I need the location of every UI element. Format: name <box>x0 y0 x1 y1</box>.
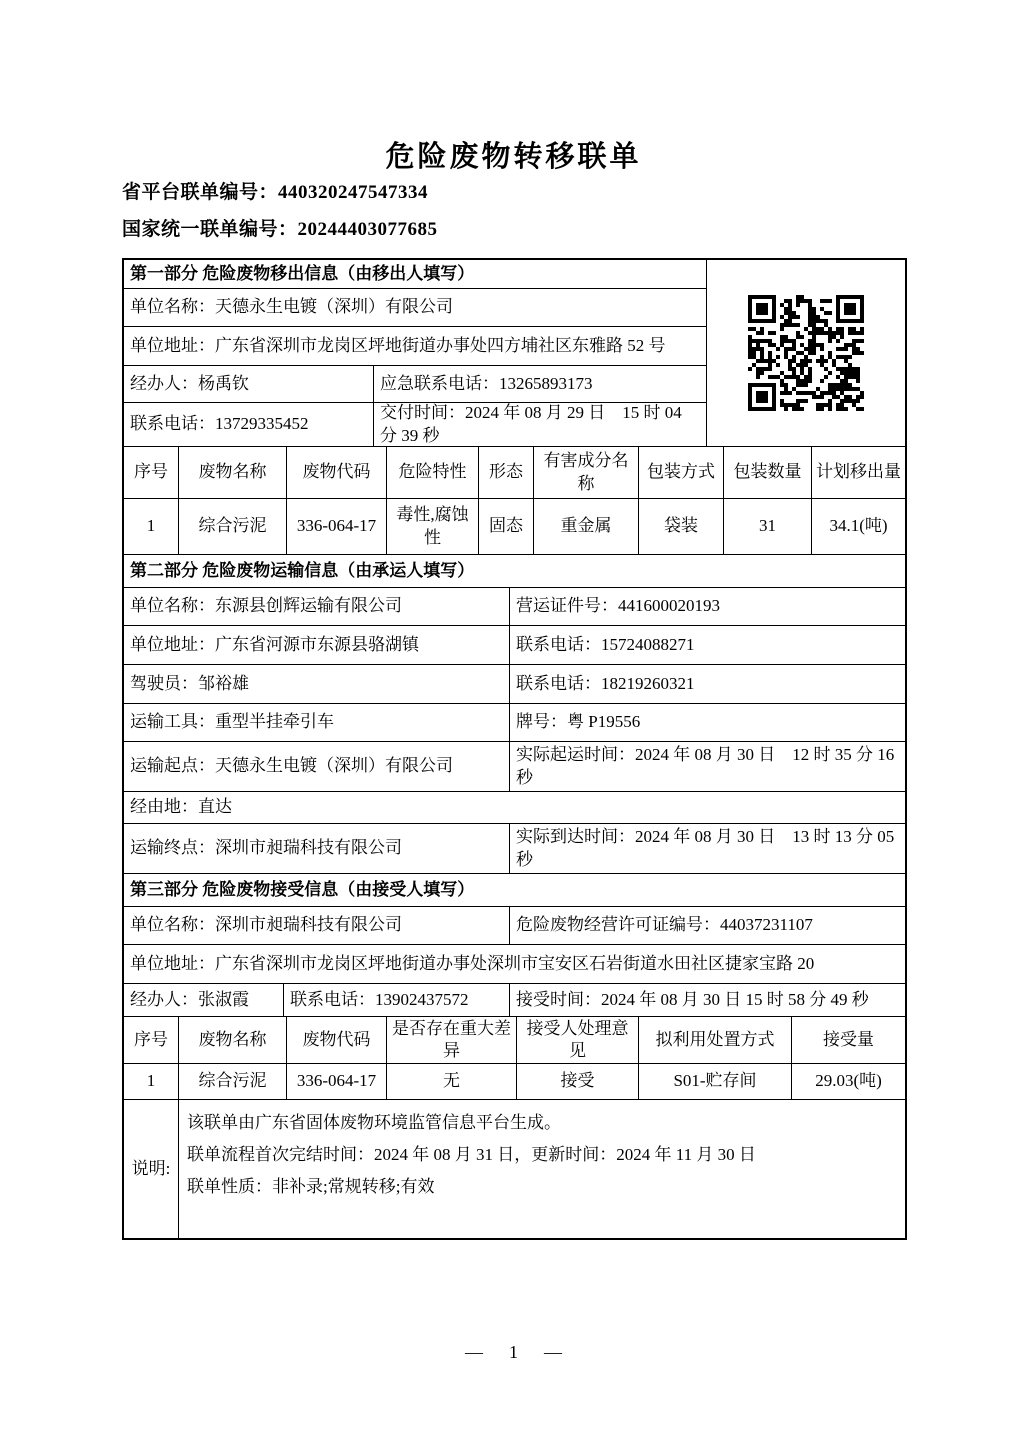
receive-header-code: 废物代码 <box>287 1017 387 1063</box>
section1-phone-row <box>124 403 707 447</box>
waste-header-form: 形态 <box>479 447 534 498</box>
waste-cell-component: 重金属 <box>534 499 639 554</box>
waste-cell-plan-qty: 34.1(吨) <box>829 516 888 536</box>
national-serial-value: 20244403077685 <box>297 219 438 240</box>
waste-cell-pack-count: 31 <box>724 499 812 554</box>
page-footer <box>122 1342 905 1363</box>
receive-cell-qty: 29.03(吨) <box>815 1071 882 1091</box>
field-receive-time: 接受时间：2024 年 08 月 30 日 15 时 58 分 49 秒 <box>516 989 869 1009</box>
receive-header-opinion: 接受人处理意见 <box>517 1017 639 1063</box>
field-via-place: 经由地：直达 <box>130 797 232 817</box>
notes-content <box>179 1100 905 1238</box>
waste-cell-hazard: 毒性,腐蚀性 <box>387 499 479 554</box>
waste-cell-code: 336-064-17 <box>287 499 387 554</box>
receive-table-data-row <box>124 1064 905 1100</box>
field-vehicle-type: 运输工具：重型半挂牵引车 <box>124 704 510 741</box>
section2-driver-row <box>124 665 905 704</box>
section2-company-row <box>124 588 905 626</box>
field-plate-no: 牌号：粤 P19556 <box>516 712 641 732</box>
waste-cell-seq: 1 <box>124 499 179 554</box>
notes-line-nature: 联单性质：非补录;常规转移;有效 <box>187 1177 435 1196</box>
field-receiver-company-address: 单位地址：广东省深圳市龙岗区坪地街道办事处深圳市宝安区石岩街道水田社区捷家宝路 20 <box>130 953 815 973</box>
waste-header-hazard: 危险特性 <box>387 447 479 498</box>
field-sender-emergency-phone: 应急联系电话：13265893173 <box>374 366 707 402</box>
page-title: 危险废物转移联单 <box>385 141 642 173</box>
field-sender-company-address: 单位地址：广东省深圳市龙岗区坪地街道办事处四方埔社区东雅路 52 号 <box>124 327 707 365</box>
waste-table-header-row <box>124 447 905 499</box>
waste-header-name: 废物名称 <box>179 447 287 498</box>
footer-right-dash: — <box>544 1342 562 1362</box>
field-depart-time: 实际起运时间：2024 年 08 月 30 日 12 时 35 分 16 秒 <box>516 745 895 787</box>
transfer-form-table <box>122 258 907 1240</box>
field-transport-destination: 运输终点：深圳市昶瑞科技有限公司 <box>124 824 510 873</box>
section1-header-row <box>124 260 707 289</box>
section2-header-row <box>124 555 905 588</box>
section2-address-row <box>124 626 905 665</box>
receive-header-qty: 接受量 <box>823 1029 874 1049</box>
footer-left-dash: — <box>465 1342 483 1362</box>
waste-header-code: 废物代码 <box>287 447 387 498</box>
field-transport-origin: 运输起点：天德永生电镀（深圳）有限公司 <box>124 742 510 791</box>
section1-company-address-row <box>124 327 707 366</box>
field-sender-company-name: 单位名称：天德永生电镀（深圳）有限公司 <box>124 289 707 326</box>
waste-cell-form: 固态 <box>479 499 534 554</box>
province-serial-line <box>122 177 428 204</box>
receive-cell-code: 336-064-17 <box>287 1064 387 1099</box>
receive-header-difference: 是否存在重大差异 <box>387 1017 517 1063</box>
section3-address-row <box>124 945 905 984</box>
section2-via-row <box>124 792 905 824</box>
national-serial-line <box>122 214 438 241</box>
notes-line-completion: 联单流程首次完结时间：2024 年 08 月 31 日，更新时间：2024 年 11 月 30 日 <box>187 1145 756 1164</box>
notes-label: 说明: <box>124 1100 179 1238</box>
notes-line-platform: 该联单由广东省固体废物环境监管信息平台生成。 <box>187 1113 561 1132</box>
receive-cell-disposal: S01-贮存间 <box>639 1064 792 1099</box>
section3-title: 第三部分 危险废物接受信息（由接受人填写） <box>130 879 475 899</box>
province-serial-label: 省平台联单编号： <box>122 182 279 203</box>
waste-table-data-row <box>124 499 905 555</box>
qr-code-cell <box>707 260 905 447</box>
field-receiver-permit-no: 危险废物经营许可证编号：44037231107 <box>516 915 813 935</box>
receive-cell-name: 综合污泥 <box>179 1064 287 1099</box>
field-carrier-company-address: 单位地址：广东省河源市东源县骆湖镇 <box>124 626 510 664</box>
field-sender-contact-phone: 联系电话：13729335452 <box>124 403 374 446</box>
waste-cell-name: 综合污泥 <box>179 499 287 554</box>
field-receiver-company-name: 单位名称：深圳市昶瑞科技有限公司 <box>124 907 510 944</box>
waste-header-plan-qty: 计划移出量 <box>816 462 901 482</box>
receive-cell-difference: 无 <box>387 1064 517 1099</box>
waste-cell-packaging: 袋装 <box>639 499 724 554</box>
field-receiver-agent: 经办人：张淑霞 <box>124 984 284 1016</box>
waste-header-pack-count: 包装数量 <box>724 447 812 498</box>
page-number: 1 <box>509 1342 518 1362</box>
receive-cell-opinion: 接受 <box>517 1064 639 1099</box>
national-serial-label: 国家统一联单编号： <box>122 219 298 240</box>
receive-header-disposal: 拟利用处置方式 <box>639 1017 792 1063</box>
section3-agent-row <box>124 984 905 1017</box>
section2-vehicle-row <box>124 704 905 742</box>
receive-table-header-row <box>124 1017 905 1064</box>
section3-company-row <box>124 907 905 945</box>
section2-destination-row <box>124 824 905 874</box>
waste-header-packaging: 包装方式 <box>639 447 724 498</box>
field-driver-name: 驾驶员：邹裕雄 <box>124 665 510 703</box>
field-sender-agent: 经办人：杨禹钦 <box>124 366 374 402</box>
field-carrier-company-name: 单位名称：东源县创辉运输有限公司 <box>124 588 510 625</box>
section3-header-row <box>124 874 905 907</box>
field-driver-phone: 联系电话：18219260321 <box>516 673 695 693</box>
field-carrier-company-phone: 联系电话：15724088271 <box>516 634 695 654</box>
section2-title: 第二部分 危险废物运输信息（由承运人填写） <box>130 560 475 580</box>
field-receiver-agent-phone: 联系电话：13902437572 <box>284 984 510 1016</box>
field-arrive-time: 实际到达时间：2024 年 08 月 30 日 13 时 13 分 05 秒 <box>516 827 895 869</box>
receive-header-seq: 序号 <box>124 1017 179 1063</box>
waste-header-seq: 序号 <box>124 447 179 498</box>
province-serial-value: 440320247547334 <box>278 182 429 203</box>
section1-left-column <box>124 260 707 447</box>
section1-company-name-row <box>124 289 707 327</box>
section1-title: 第一部分 危险废物移出信息（由移出人填写） <box>124 260 707 288</box>
notes-row <box>124 1100 905 1238</box>
receive-header-name: 废物名称 <box>179 1017 287 1063</box>
qr-code <box>748 295 864 411</box>
section2-origin-row <box>124 742 905 792</box>
section1-agent-row <box>124 366 707 403</box>
waste-header-component: 有害成分名称 <box>534 447 639 498</box>
receive-cell-seq: 1 <box>124 1064 179 1099</box>
section1-block <box>124 260 905 447</box>
field-carrier-license-no: 营运证件号：441600020193 <box>516 596 720 616</box>
field-delivery-time: 交付时间：2024 年 08 月 29 日 15 时 04 分 39 秒 <box>374 403 707 446</box>
